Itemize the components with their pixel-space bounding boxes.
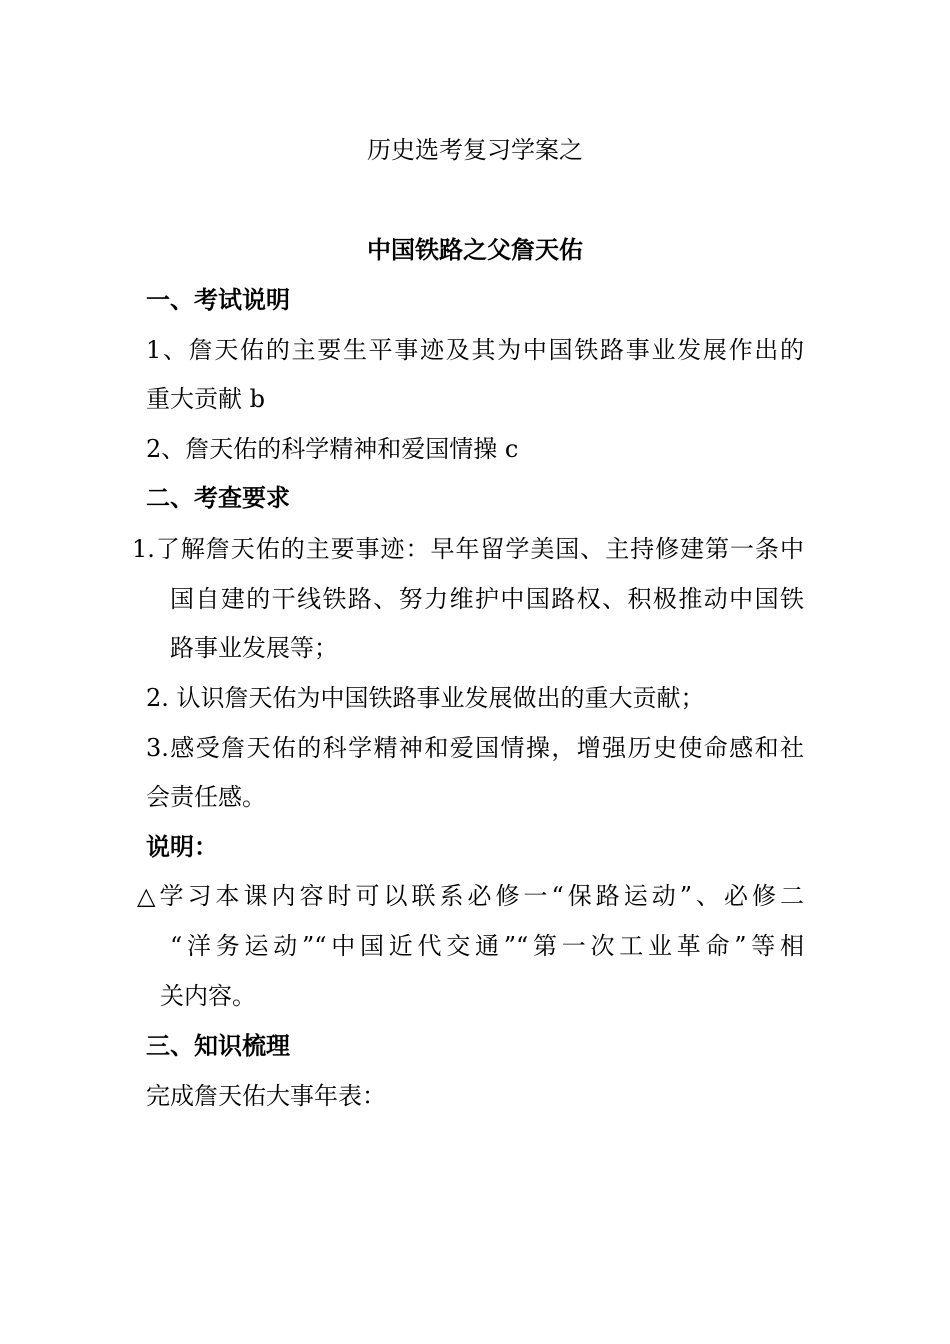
requirement-3-line-1: 3.感受詹天佑的科学精神和爱国情操，增强历史使命感和社 <box>146 734 804 762</box>
requirement-2: 2. 认识詹天佑为中国铁路事业发展做出的重大贡献； <box>146 684 705 712</box>
section-heading-knowledge: 三、知识梳理 <box>146 1031 290 1060</box>
note-heading: 说明： <box>146 832 218 861</box>
section-heading-requirements: 二、考查要求 <box>146 483 290 512</box>
note-line-3: 关内容。 <box>160 982 256 1010</box>
requirement-1-line-1: 1.了解詹天佑的主要事迹：早年留学美国、主持修建第一条中 <box>132 535 804 563</box>
note-line-2: “洋务运动”“中国近代交通”“第一次工业革命”等相 <box>170 932 804 960</box>
exam-note-item-1-line-1: 1、詹天佑的主要生平事迹及其为中国铁路事业发展作出的 <box>146 336 804 364</box>
exam-note-item-2: 2、詹天佑的科学精神和爱国情操 c <box>146 435 519 463</box>
section-heading-exam-notes: 一、考试说明 <box>146 285 290 314</box>
requirement-3-line-2: 会责任感。 <box>146 783 266 811</box>
doc-subtitle: 中国铁路之父詹天佑 <box>367 235 583 264</box>
note-line-1: △学习本课内容时可以联系必修一“保路运动”、必修二 <box>137 882 804 910</box>
knowledge-instruction: 完成詹天佑大事年表： <box>146 1082 386 1110</box>
exam-note-item-1-line-2: 重大贡献 b <box>146 385 265 413</box>
doc-title: 历史选考复习学案之 <box>367 136 583 164</box>
requirement-1-line-3: 路事业发展等； <box>170 634 338 662</box>
requirement-1-line-2: 国自建的干线铁路、努力维护中国路权、积极推动中国铁 <box>170 585 804 613</box>
